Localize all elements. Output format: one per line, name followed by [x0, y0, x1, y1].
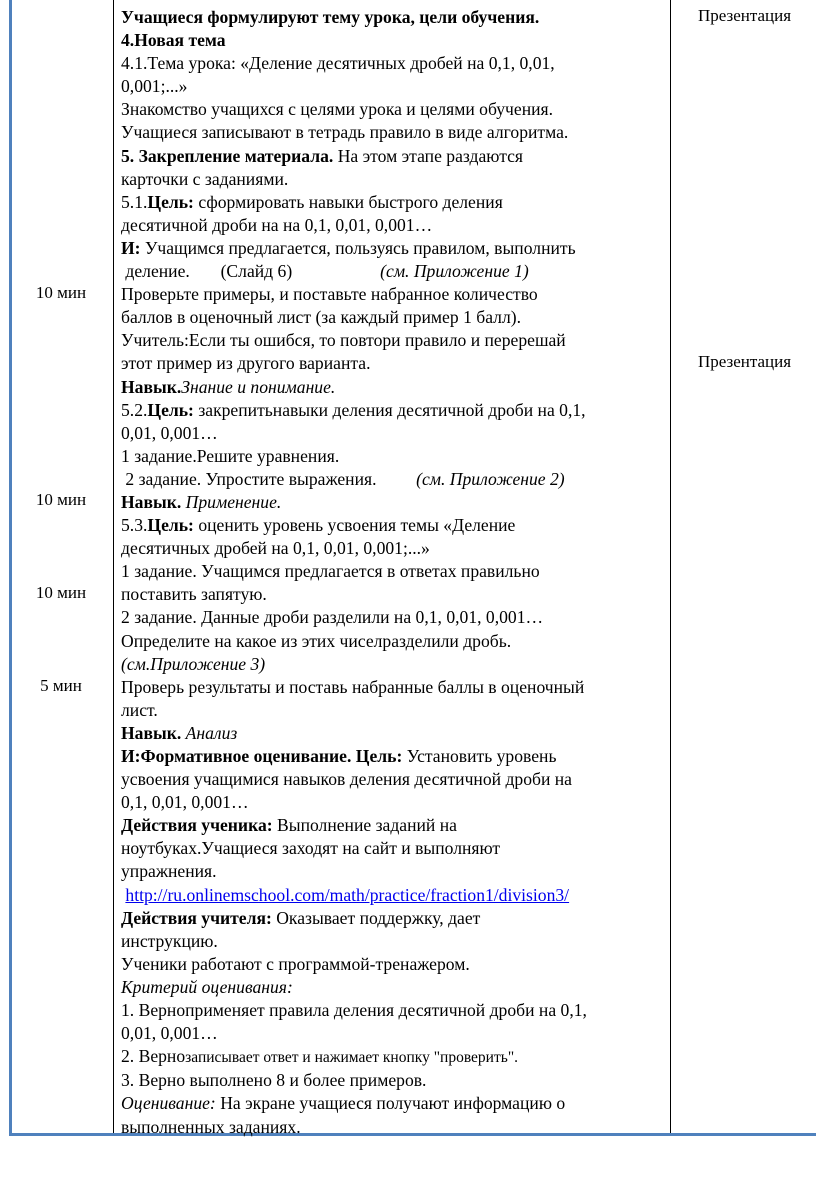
resource-cell: Презентация: [697, 6, 792, 25]
content-line: [121, 884, 666, 907]
content-line: усвоения учащимися навыков деления десятичной дроби на: [121, 769, 572, 790]
time-cell: 5 мин: [40, 676, 82, 695]
content-line: Знакомство учащихся с целями урока и целями обучения.: [121, 99, 554, 120]
content-line: 2 задание. Данные дроби разделили на 0,1, 0,01, 0,001…: [121, 607, 544, 628]
content-line: 5.3.Цель: оценить уровень усвоения темы «Деление: [121, 515, 516, 536]
content-line: 1 задание. Учащимся предлагается в ответах правильно: [121, 561, 540, 582]
content-line: десятичных дробей на 0,1, 0,01, 0,001;...»: [121, 538, 430, 559]
content-line: Учащиеся формулируют тему урока, цели обучения.: [121, 7, 540, 27]
content-line: 0,01, 0,001…: [121, 1023, 218, 1044]
content-line: этот пример из другого варианта.: [121, 353, 371, 374]
content-line: 2 задание. Упростите выражения. (см. Приложение 2): [121, 468, 565, 489]
lesson-content: [121, 6, 666, 1139]
resource-cell: Презентация: [697, 352, 792, 371]
content-line: 0,001;...»: [121, 76, 188, 97]
content-line: Проверь результаты и поставь набранные баллы в оценочный: [121, 676, 585, 697]
time-cell: 10 мин: [35, 283, 87, 302]
content-line: ноутбуках.Учащиеся заходят на сайт и выполняют: [121, 838, 501, 859]
time-cell: 10 мин: [35, 583, 87, 602]
content-line: 0,01, 0,001…: [121, 422, 218, 443]
content-line: Навык. Анализ: [121, 722, 238, 743]
content-line: 5.1.Цель: сформировать навыки быстрого деления: [121, 191, 503, 212]
content-line: Оценивание: На экране учащиеся получают информацию о: [121, 1093, 566, 1114]
content-line: десятичной дроби на на 0,1, 0,01, 0,001…: [121, 214, 433, 235]
content-line: Учитель:Если ты ошибся, то повтори правило и перерешай: [121, 330, 566, 351]
content-line: баллов в оценочный лист (за каждый пример 1 балл).: [121, 307, 521, 328]
content-line: Ученики работают с программой-тренажером.: [121, 953, 470, 974]
content-line: И:Формативное оценивание. Цель: Установить уровень: [121, 746, 557, 766]
content-line: Навык.Знание и понимание.: [121, 376, 336, 397]
content-line: Действия ученика: Выполнение заданий на: [121, 815, 457, 836]
content-line: 5.2.Цель: закрепитьнавыки деления десятичной дроби на 0,1,: [121, 399, 586, 420]
content-line: Определите на какое из этих чиселразделили дробь.: [121, 630, 512, 651]
content-line: Навык. Применение.: [121, 491, 282, 512]
content-line: карточки с заданиями.: [121, 168, 289, 189]
content-line: деление. (Слайд 6) (см. Приложение 1): [121, 261, 529, 282]
content-line: 1. Верноприменяет правила деления десятичной дроби на 0,1,: [121, 1000, 587, 1021]
section-heading: 4.Новая тема: [121, 30, 226, 51]
content-line: 0,1, 0,01, 0,001…: [121, 792, 249, 813]
column-divider-right: [670, 0, 671, 1133]
content-line: Проверьте примеры, и поставьте набранное количество: [121, 284, 538, 305]
content-line: упражнения.: [121, 861, 217, 882]
practice-link[interactable]: http://ru.onlinemschool.com/math/practice/fraction1/division3/: [125, 884, 570, 905]
content-line: 3. Верно выполнено 8 и более примеров.: [121, 1070, 427, 1091]
content-line: поставить запятую.: [121, 584, 267, 605]
content-line: Критерий оценивания:: [121, 976, 293, 997]
time-cell: 10 мин: [35, 490, 87, 509]
content-line: выполненных заданиях.: [121, 1116, 301, 1137]
content-line: И: Учащимся предлагается, пользуясь правилом, выполнить: [121, 237, 576, 258]
content-line: 2. Вернозаписывает ответ и нажимает кнопку "проверить".: [121, 1046, 519, 1067]
content-line: 1 задание.Решите уравнения.: [121, 445, 340, 466]
content-line: (см.Приложение 3): [121, 653, 266, 674]
content-line: Учащиеся записывают в тетрадь правило в виде алгоритма.: [121, 122, 569, 143]
section-heading: 5. Закрепление материала. На этом этапе раздаются: [121, 145, 523, 166]
content-line: инструкцию.: [121, 930, 218, 951]
content-line: лист.: [121, 699, 158, 720]
content-line: Действия учителя: Оказывает поддержку, дает: [121, 907, 481, 928]
content-line: 4.1.Тема урока: «Деление десятичных дробей на 0,1, 0,01,: [121, 53, 555, 74]
column-divider-left: [113, 0, 114, 1133]
